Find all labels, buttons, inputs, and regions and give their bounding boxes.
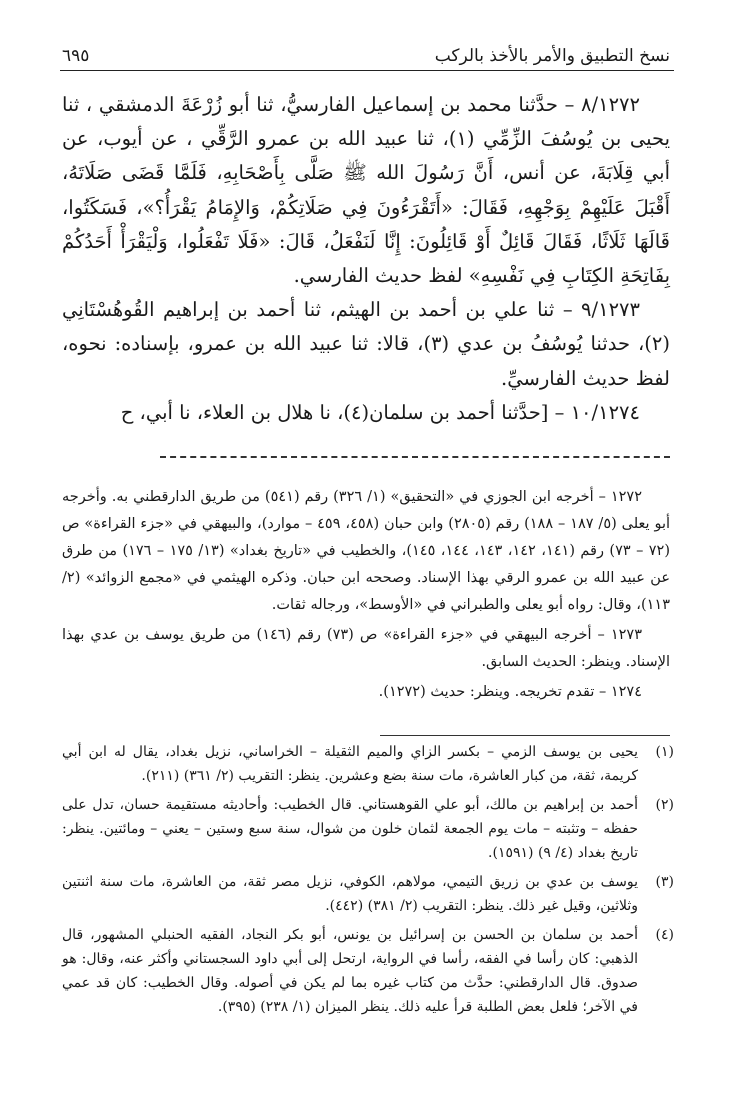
footnote-text: يحيى بن يوسف الزمي – بكسر الزاي والميم الثقيلة – الخراساني، نزيل بغداد، يقال له ابن أبي كريمة، ثقة، من كبار العاشرة، مات سنة بضع وعشرين. ينظر: التقريب (٢/ ٣٦١) (٢١١). (62, 744, 638, 784)
footnote-text: أحمد بن سلمان بن الحسن بن إسرائيل بن يونس، أبو بكر النجاد، الفقيه الحنبلي المشهور، قال الذهبي: كان رأسا في الفقه، رأسا في الرواية، ارتحل إلى أبي داود السجستاني وأكثر عنه، وقال: هو صدوق. قال الدارقطني: حدَّث من كتاب غيره بما لم يكن في أصوله. وقال الخطيب: كان قد عمي في الآخر؛ فلعل بعض الطلبة قرأ عليه ذلك. ينظر الميزان (١/ ٢٣٨) (٣٩٥). (62, 927, 638, 1015)
hadith-1274: ١٠/١٢٧٤ – [حدَّثنا أحمد بن سلمان(٤)، نا هلال بن العلاء، نا أبي، ح (120, 400, 640, 424)
header-divider (60, 70, 674, 71)
footnote (62, 923, 674, 1019)
takhrij-section (62, 484, 670, 706)
footnotes (62, 740, 674, 1024)
takhrij-1273: ١٢٧٣ – أخرجه البيهقي في «جزء القراءة» ص (٧٣) رقم (١٤٦) من طريق يوسف بن عدي بهذا الإسناد. وينظر: الحديث السابق. (62, 627, 670, 670)
running-title: نسخ التطبيق والأمر بالأخذ بالركب (434, 46, 670, 66)
dashed-divider (160, 456, 670, 458)
footnote (62, 793, 674, 865)
takhrij-1272: ١٢٧٢ – أخرجه ابن الجوزي في «التحقيق» (١/ ٣٢٦) رقم (٥٤١) من طريق الدارقطني به. وأخرجه أبو يعلى (٥/ ١٨٧ – ١٨٨) رقم (٢٨٠٥) وابن حبان (٤٥٨، ٤٥٩ – موارد)، والبيهقي في «جزء القراءة» ص (٧٢ – ٧٣) رقم (١٤١، ١٤٢، ١٤٣، ١٤٤، ١٤٥)، والخطيب في «تاريخ بغداد» (١٣/ ١٧٥ – ١٧٦) من طرق عن عبيد الله بن عمرو الرقي بهذا الإسناد. وصححه ابن حبان. وذكره الهيثمي في «مجمع الزوائد» (٢/ ١١٣)، وقال: رواه أبو يعلى والطبراني في «الأوسط»، ورجاله ثقات. (62, 489, 671, 613)
footnote-number: (٤) (655, 927, 674, 943)
footnote-number: (١) (655, 744, 674, 760)
footnote-number: (٢) (655, 797, 674, 813)
takhrij-1274: ١٢٧٤ – تقدم تخريجه. وينظر: حديث (١٢٧٢). (378, 684, 642, 700)
page-header (62, 36, 670, 66)
page-number: ٦٩٥ (62, 46, 90, 66)
footnote-text: يوسف بن عدي بن زريق التيمي، مولاهم، الكوفي، نزيل مصر ثقة، من العاشرة، مات سنة اثنتين وثلاثين، وقيل غير ذلك. ينظر: التقريب (٢/ ٣٨١) (٤٤٢). (62, 874, 638, 914)
hadith-1273: ٩/١٢٧٣ – ثنا علي بن أحمد بن الهيثم، ثنا أحمد بن إبراهيم القُوهُسْتَانِي (٢)، حدثنا يُوسُفُ بن عدي (٣)، قالا: ثنا عبيد الله بن عمرو، بإسناده: نحوه، لفظ حديث الفارسيِّ. (62, 298, 670, 390)
footnote (62, 740, 674, 788)
footnote-text: أحمد بن إبراهيم بن مالك، أبو علي القوهستاني. قال الخطيب: وأحاديثه مستقيمة حسان، تدل على حفظه – وتثبته – مات يوم الجمعة لثمان خلون من شوال، سنة سبع وستين – يعني – ومائتين. ينظر: تاريخ بغداد (٤/ ٩) (١٥٩١). (62, 797, 638, 861)
footnote-number: (٣) (655, 874, 674, 890)
footnote-divider (380, 735, 670, 736)
hadith-text (62, 88, 670, 430)
footnote (62, 870, 674, 918)
hadith-1272: ٨/١٢٧٢ – حدَّثنا محمد بن إسماعيل الفارسيُّ، ثنا أبو زُرْعَةَ الدمشقي ، ثنا يحيى بن يُوسُفَ الزِّمِّي (١)، ثنا عبيد الله بن عمرو الرَّقِّي ، عن أيوب، عن أبي قِلَابَةَ، عن أنس، أَنَّ رَسُولَ الله ﷺ صَلَّى بِأَصْحَابِهِ، فَلَمَّا قَضَى صَلَاتَهُ، أَقْبَلَ عَلَيْهِمْ بِوَجْهِهِ، فَقَالَ: «أَتَقْرَءُونَ فِي صَلَاتِكُمْ، وَالإِمَامُ يَقْرَأُ؟»، فَسَكَتُوا، قَالَهَا ثَلَاثًا، فَقَالَ قَائِلٌ أَوْ قَائِلُونَ: إِنَّا لَنَفْعَلُ، قَالَ: «فَلَا تَفْعَلُوا، وَلْيَقْرَأْ أَحَدُكُمْ بِفَاتِحَةِ الكِتَابِ فِي نَفْسِهِ» لفظ حديث الفارسي. (62, 93, 670, 288)
